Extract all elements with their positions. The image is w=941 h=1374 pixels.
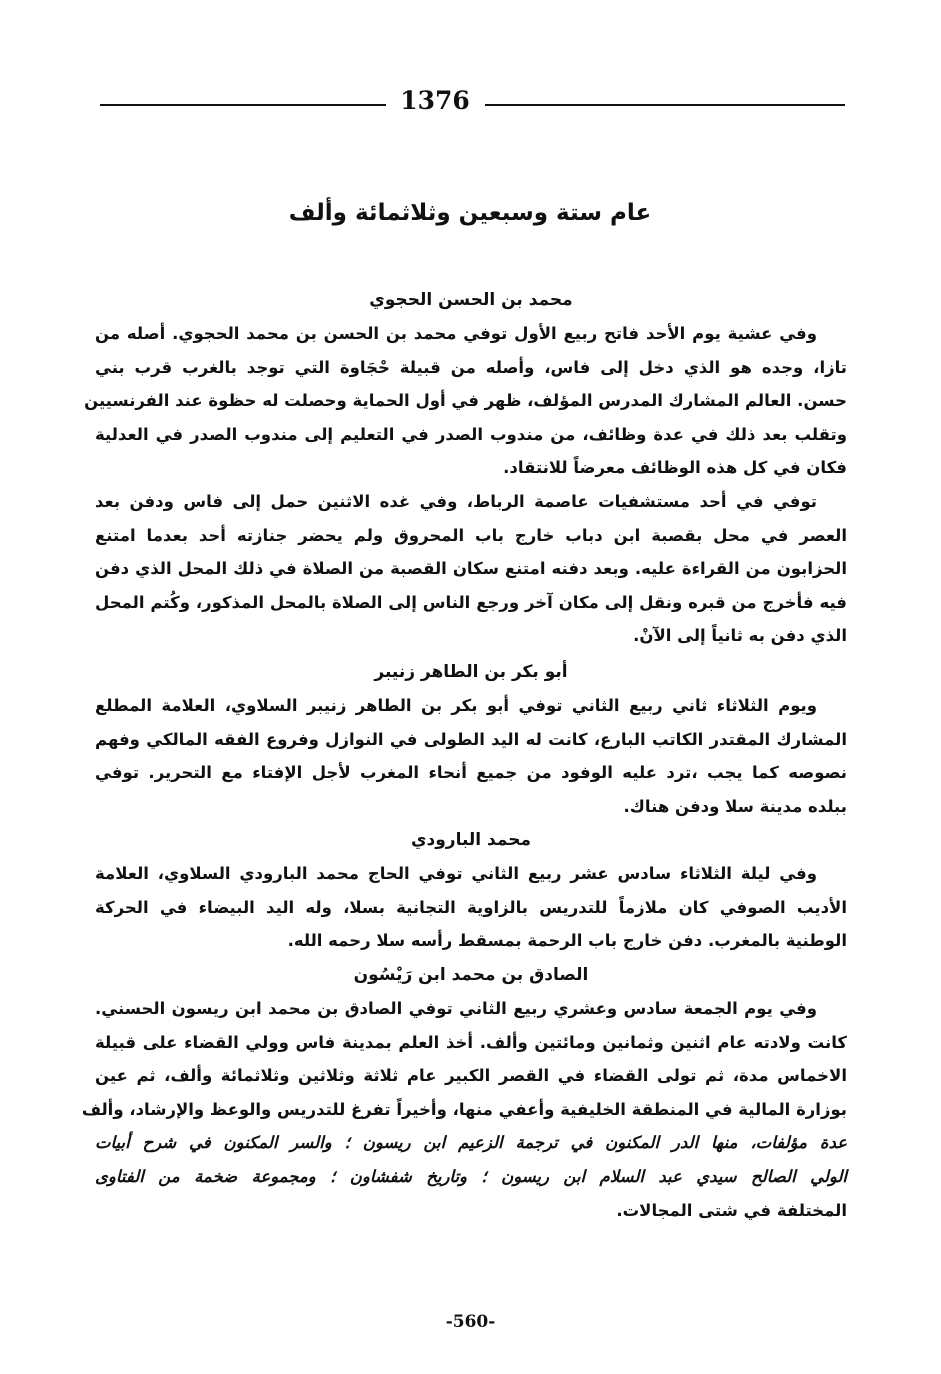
text-line: وتقلب بعد ذلك في عدة وظائف، من مندوب الصدر في التعليم إلى مندوب الصدر في العدلية: [95, 424, 847, 444]
text-line: بوزارة المالية في المنطقة الخليفية وأعفي منها، وأخيراً تفرغ للتدريس والوعظ والإرشاد، وألف: [81, 1099, 847, 1119]
text-line: العصر في محل بقصبة ابن دباب خارج باب المحروق ولم يحضر جنازته أحد بعدما امتنع: [95, 525, 847, 545]
text-line: وفي عشية يوم الأحد فاتح ربيع الأول توفي محمد بن الحسن بن محمد الحجوي. أصله من: [95, 324, 817, 343]
obituary-section: [95, 823, 847, 958]
text-line: تازا، وجده هو الذي دخل إلى فاس، وأصله من قبيلة حْجَاوة التي توجد بالغرب قرب بني: [95, 357, 847, 377]
text-line: كانت ولادته عام اثنين وثمانين ومائتين وألف. أخذ العلم بمدينة فاس وولي القضاء على قبيلة: [95, 1032, 847, 1052]
section-heading: أبو بكر بن الطاهر زنيبر: [374, 662, 568, 682]
header-rule-right: [485, 104, 845, 106]
footer-page-number: -560-: [445, 1312, 496, 1332]
text-line: ببلده مدينة سلا ودفن هناك.: [623, 796, 847, 816]
header-rule-left: [100, 104, 386, 106]
text-line: الحزابون من القراءة عليه. وبعد دفنه امتنع سكان القصبة من الصلاة في ذلك المحل الذي دفن: [95, 559, 847, 579]
section-heading: الصادق بن محمد ابن رَيْسُون: [353, 965, 589, 985]
text-line: الولي الصالح سيدي عبد السلام ابن ريسون ؛ وتاريخ شفشاون ؛ ومجموعة ضخمة من الفتاوى: [95, 1166, 847, 1186]
obituary-section: [84, 283, 847, 653]
text-line: الاخماس مدة، ثم تولى القضاء في القصر الكبير عام ثلاثة وثلاثين وثلاثمائة وألف، ثم عين: [95, 1066, 847, 1086]
text-line: الذي دفن به ثانياً إلى الآنْ.: [633, 626, 847, 646]
text-line: حسن. العالم المشارك المدرس المؤلف، ظهر في أول الحماية وحصلت له حظوة عند الفرنسيين: [84, 391, 847, 411]
paragraph: [95, 485, 847, 653]
text-line: وفي يوم الجمعة سادس وعشري ربيع الثاني توفي الصادق بن محمد ابن ريسون الحسني.: [95, 999, 817, 1018]
text-line: فيه فأخرج من قبره ونقل إلى مكان آخر ورجع الناس إلى الصلاة بالمحل المذكور، وكُتم المحل: [95, 592, 847, 612]
obituary-section: [81, 958, 847, 1227]
paragraph: [81, 992, 847, 1227]
text-line: الوطنية بالمغرب. دفن خارج باب الرحمة بمسقط رأسه سلا رحمه الله.: [287, 931, 847, 951]
paragraph: [84, 317, 847, 485]
text-line: ويوم الثلاثاء ثاني ربيع الثاني توفي أبو بكر بن الطاهر زنيبر السلاوي، العلامة المطلع: [95, 696, 817, 715]
text-line: نصوصه كما يجب ،ترد عليه الوفود من جميع أنحاء المغرب لأجل الإفتاء مع التحرير. توفي: [95, 763, 847, 783]
text-line: توفي في أحد مستشفيات عاصمة الرباط، وفي غده الاثنين حمل إلى فاس ودفن بعد: [95, 491, 817, 511]
text-line: فكان في كل هذه الوظائف معرضاً للانتقاد.: [503, 458, 847, 478]
text-line: وفي ليلة الثلاثاء سادس عشر ربيع الثاني توفي الحاج محمد البارودي السلاوي، العلامة: [95, 864, 817, 883]
header-page-number: 1376: [400, 86, 470, 115]
chapter-title: عام ستة وسبعين وثلاثمائة وألف: [288, 200, 652, 226]
text-line: عدة مؤلفات، منها الدر المكنون في ترجمة الزعيم ابن ريسون ؛ والسر المكنون في شرح أبيات: [95, 1133, 847, 1153]
text-line: الأديب الصوفي كان ملازماً للتدريس بالزاوية التجانية بسلا، وله اليد البيضاء في الحركة: [95, 897, 847, 917]
text-line: المختلفة في شتى المجالات.: [616, 1200, 847, 1220]
paragraph: [95, 857, 847, 958]
obituary-section: [95, 655, 847, 823]
section-heading: محمد البارودي: [410, 830, 532, 850]
paragraph: [95, 689, 847, 823]
text-line: المشارك المقتدر الكاتب البارع، كانت له اليد الطولى في النوازل وفروع الفقه المالكي وفهم: [95, 729, 847, 749]
section-heading: محمد بن الحسن الحجوي: [369, 290, 573, 310]
